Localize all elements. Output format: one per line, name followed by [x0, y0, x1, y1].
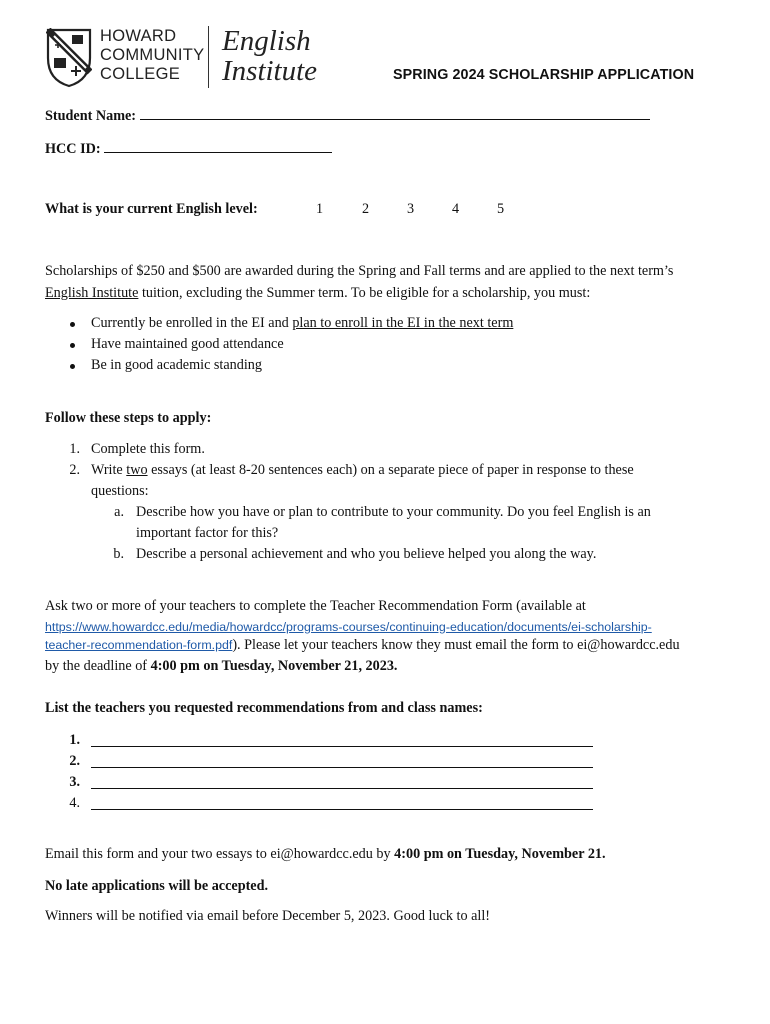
college-name-line-2: COMMUNITY — [100, 46, 205, 64]
no-late-notice: No late applications will be accepted. — [45, 878, 269, 894]
step-2-rest: essays (at least 8-20 sentences each) on a separate piece of paper in response to these — [147, 462, 634, 478]
bullet-dot — [70, 322, 75, 327]
level-option-3[interactable]: 3 — [407, 201, 415, 217]
step-2-underlined: two — [126, 462, 148, 478]
step-1-text: Complete this form. — [91, 441, 205, 457]
email-prefix: Email this form and your two essays to ei@howardcc.edu by — [45, 846, 395, 862]
page-title: SPRING 2024 SCHOLARSHIP APPLICATION — [393, 67, 695, 83]
institute-name-line-1: English — [222, 25, 311, 57]
level-option-5[interactable]: 5 — [497, 201, 505, 217]
recommendation-form-link[interactable]: https://www.howardcc.edu/media/howardcc/programs-courses/continuing-education/documents/ei-scholarship- — [45, 620, 652, 634]
eligibility-intro-rest: tuition, excluding the Summer term. To be eligible for a scholarship, you must: — [138, 285, 591, 301]
recommendation-line-3 — [45, 637, 680, 654]
bullet-1-underlined: plan to enroll in the EI in the next term — [292, 315, 514, 331]
step-a-line-1: Describe how you have or plan to contribute to your community. Do you feel English is an — [136, 504, 651, 520]
level-option-1[interactable]: 1 — [316, 201, 324, 217]
recommendation-line-4 — [45, 658, 397, 675]
student-name-input-line[interactable] — [140, 107, 650, 120]
level-option-2[interactable]: 2 — [362, 201, 370, 217]
email-instructions — [45, 846, 606, 863]
bullet-1-text: Currently be enrolled in the EI and — [91, 315, 293, 331]
recommendation-line-3-rest: ). Please let your teachers know they must email the form to ei@howardcc.edu — [232, 637, 680, 653]
recommendation-url-line-1 — [45, 619, 652, 636]
bullet-2-text: Have maintained good attendance — [91, 336, 284, 352]
bullet-3-text: Be in good academic standing — [91, 357, 262, 373]
teacher-2-input-line[interactable] — [91, 767, 593, 768]
winners-notice: Winners will be notified via email before December 5, 2023. Good luck to all! — [45, 908, 491, 924]
step-2-text — [91, 462, 634, 479]
steps-heading: Follow these steps to apply: — [45, 410, 212, 426]
english-institute-text: English Institute — [45, 285, 139, 301]
step-1-number: 1. — [69, 441, 80, 457]
deadline-text: 4:00 pm on Tuesday, November 21, 2023. — [150, 658, 398, 674]
list-item — [91, 315, 513, 332]
bullet-dot — [70, 343, 75, 348]
student-name-label: Student Name: — [45, 108, 137, 124]
step-2-prefix: Write — [91, 462, 127, 478]
step-2-number: 2. — [69, 462, 80, 478]
step-2-continuation: questions: — [91, 483, 149, 499]
teacher-3-input-line[interactable] — [91, 788, 593, 789]
college-name-line-1: HOWARD — [100, 27, 177, 45]
college-name-line-3: COLLEGE — [100, 65, 181, 83]
logo-divider — [208, 26, 209, 88]
eligibility-intro-line-1: Scholarships of $250 and $500 are awarded during the Spring and Fall terms and are applied to the next term’s — [45, 263, 674, 279]
teachers-heading: List the teachers you requested recommendations from and class names: — [45, 700, 483, 716]
shield-crest-icon — [46, 28, 92, 88]
recommendation-form-link-continued[interactable]: teacher-recommendation-form.pdf — [45, 638, 233, 652]
teacher-1-input-line[interactable] — [91, 746, 593, 747]
hcc-id-label: HCC ID: — [45, 141, 101, 157]
email-deadline: 4:00 pm on Tuesday, November 21. — [394, 846, 606, 862]
step-a-line-2: important factor for this? — [136, 525, 279, 541]
step-a-letter: a. — [114, 504, 124, 520]
deadline-prefix: by the deadline of — [45, 658, 151, 674]
student-name-field — [45, 107, 650, 125]
step-b-letter: b. — [113, 546, 124, 562]
level-option-4[interactable]: 4 — [452, 201, 460, 217]
teacher-2-number: 2. — [69, 753, 80, 769]
teacher-1-number: 1. — [69, 732, 80, 748]
institute-name-line-2: Institute — [222, 55, 318, 87]
bullet-dot — [70, 364, 75, 369]
step-b-text: Describe a personal achievement and who you believe helped you along the way. — [136, 546, 597, 562]
recommendation-line-1: Ask two or more of your teachers to complete the Teacher Recommendation Form (available at — [45, 598, 586, 614]
eligibility-intro-line-2 — [45, 285, 590, 302]
hcc-id-input-line[interactable] — [104, 140, 332, 153]
teacher-3-number: 3. — [69, 774, 80, 790]
teacher-4-number: 4. — [69, 795, 80, 811]
teacher-4-input-line[interactable] — [91, 809, 593, 810]
hcc-id-field — [45, 140, 332, 158]
english-level-label: What is your current English level: — [45, 201, 258, 217]
